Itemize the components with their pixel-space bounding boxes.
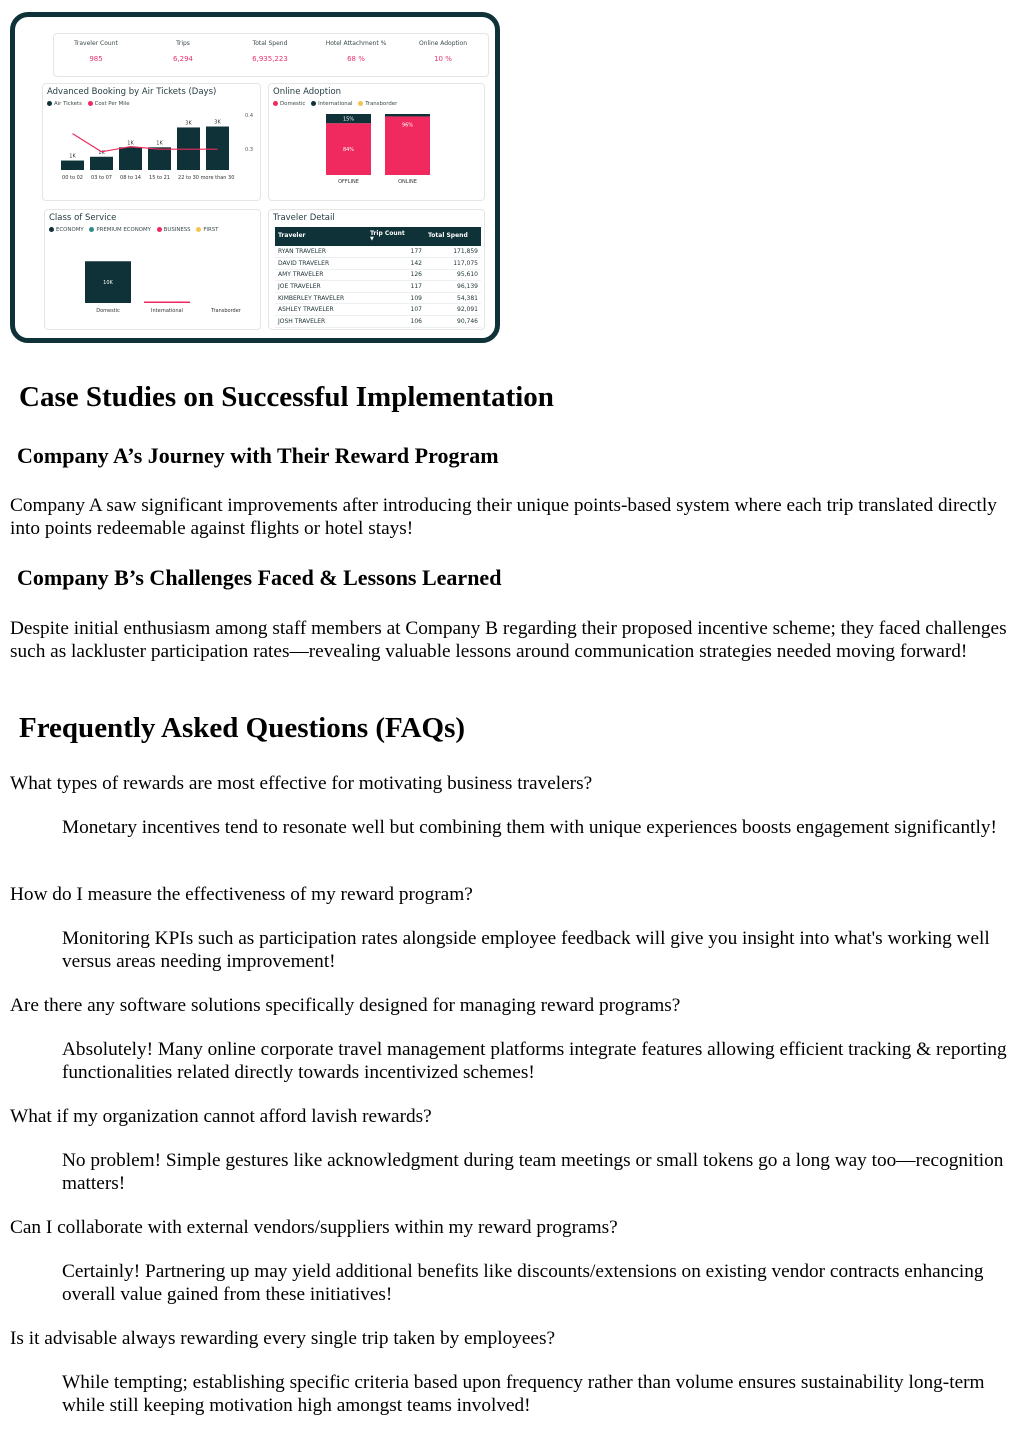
traveler-detail-panel: [268, 209, 485, 330]
legend-item: [47, 101, 82, 107]
faq-question: Is it advisable always rewarding every single trip taken by employees?: [10, 1328, 556, 1349]
x-tick-label: 15 to 21: [149, 175, 170, 181]
faq-question: Can I collaborate with external vendors/suppliers within my reward programs?: [10, 1217, 618, 1238]
bar-data-label: 3K: [185, 120, 192, 127]
cell-total-spend: 96,139: [425, 281, 481, 293]
cell-total-spend: 92,091: [425, 304, 481, 316]
cell-trip-count: 107: [367, 304, 425, 316]
air-tickets-bar: [148, 147, 171, 170]
x-tick-label: International: [151, 308, 183, 314]
booking-title: Advanced Booking by Air Tickets (Days): [47, 87, 217, 97]
legend-label: Domestic: [280, 101, 306, 107]
cell-traveler: AMY TRAVELER: [275, 269, 367, 281]
legend-dot-icon: [311, 101, 316, 106]
kpi-hotel-attachment: [316, 40, 396, 63]
kpi-label: Trips: [176, 40, 190, 47]
online-adoption-panel: [268, 83, 485, 201]
booking-panel: [42, 83, 261, 201]
table-row: [275, 316, 481, 328]
table-row: [275, 246, 481, 258]
cell-trip-count: 142: [367, 258, 425, 270]
faq-question: How do I measure the effectiveness of my reward program?: [10, 884, 473, 905]
class-of-service-panel: [44, 209, 261, 330]
legend-item: [311, 101, 352, 107]
faq-answer: While tempting; establishing specific criteria based upon frequency rather than volume ensures sustainability long-term while still keeping motivation high amongst teams involved!: [62, 1372, 985, 1416]
x-tick-label: more than 30: [200, 175, 235, 181]
segment-data-label: 96%: [401, 122, 414, 129]
column-header-label: Trip Count: [370, 230, 405, 237]
table-row: [275, 269, 481, 281]
kpi-trips: [143, 40, 223, 63]
kpi-label: Hotel Attachment %: [325, 40, 387, 47]
air-tickets-bar: [206, 127, 229, 170]
x-tick-label: ONLINE: [398, 179, 417, 185]
legend-item: [49, 227, 84, 233]
legend-dot-icon: [157, 227, 162, 232]
kpi-strip: [53, 33, 489, 77]
kpi-online-adoption: [403, 40, 483, 63]
cell-traveler: KIMBERLEY TRAVELER: [275, 292, 367, 304]
table-row: [275, 258, 481, 270]
column-header-traveler[interactable]: Traveler: [275, 227, 367, 246]
international-bar-segment: [385, 114, 430, 116]
cell-total-spend: 90,746: [425, 316, 481, 328]
kpi-traveler-count: [56, 40, 136, 63]
kpi-value: 985: [89, 55, 103, 63]
legend-item: [157, 227, 191, 233]
faq-answer: Certainly! Partnering up may yield additional benefits like discounts/extensions on existing vendor contracts enhancing overall value gained from these initiatives!: [62, 1261, 984, 1305]
service-legend: [49, 227, 222, 233]
table-row: [275, 304, 481, 316]
cell-trip-count: 177: [367, 246, 425, 258]
service-title: Class of Service: [49, 213, 117, 223]
legend-item: [358, 101, 397, 107]
legend-label: FIRST: [203, 227, 219, 233]
company-a-paragraph: Company A saw significant improvements after introducing their unique points-based system where each trip translated directly into points redeemable against flights or hotel stays!: [10, 495, 997, 539]
company-a-heading: Company A’s Journey with Their Reward Program: [17, 443, 499, 468]
booking-chart: [43, 110, 260, 200]
x-tick-label: 03 to 07: [91, 175, 112, 181]
kpi-label: Online Adoption: [418, 40, 468, 47]
booking-legend: [47, 101, 134, 107]
class-of-service-chart: [45, 236, 260, 328]
company-b-paragraph: Despite initial enthusiasm among staff members at Company B regarding their proposed incentive scheme; they faced challenges such as lackluster participation rates—revealing valuable lessons around communication strategies needed moving forward!: [10, 618, 1007, 662]
faq-answer: Absolutely! Many online corporate travel management platforms integrate features allowing efficient tracking & reporting functionalities related directly towards incentivized schemes!: [62, 1039, 1007, 1083]
legend-item: [89, 227, 151, 233]
bar-data-label: 1K: [98, 149, 105, 156]
kpi-value: 6,294: [172, 55, 194, 63]
table-row: [275, 281, 481, 293]
kpi-value: 6,935,223: [252, 55, 288, 63]
legend-item: [273, 101, 305, 107]
legend-label: Cost Per Mile: [94, 101, 130, 107]
legend-label: PREMIUM ECONOMY: [96, 227, 151, 233]
y2-tick-label: 0.3: [245, 147, 253, 153]
cell-traveler: JOE TRAVELER: [275, 281, 367, 293]
cell-total-spend: 95,610: [425, 269, 481, 281]
travel-dashboard-image: [10, 12, 500, 343]
legend-label: Transborder: [365, 101, 398, 107]
segment-data-label: 15%: [342, 116, 355, 123]
bar-data-label: 1K: [69, 153, 76, 160]
segment-data-label: 84%: [342, 147, 355, 154]
kpi-label: Traveler Count: [74, 40, 118, 47]
legend-dot-icon: [358, 101, 363, 106]
air-tickets-bar: [61, 161, 84, 170]
business-bar: [144, 302, 190, 304]
x-tick-label: Domestic: [96, 308, 120, 314]
cell-trip-count: 109: [367, 292, 425, 304]
cell-total-spend: 117,075: [425, 258, 481, 270]
cell-total-spend: 54,381: [425, 292, 481, 304]
legend-label: ECONOMY: [56, 227, 84, 233]
legend-dot-icon: [89, 227, 94, 232]
company-b-heading: Company B’s Challenges Faced & Lessons Learned: [17, 565, 502, 590]
legend-item: [196, 227, 218, 233]
faq-answer: No problem! Simple gestures like acknowledgment during team meetings or small tokens go a long way too—recognition matters!: [62, 1150, 1004, 1194]
online-legend: [273, 101, 401, 107]
cell-trip-count: 126: [367, 269, 425, 281]
column-header-trip-count[interactable]: [367, 227, 425, 246]
online-title: Online Adoption: [273, 87, 342, 97]
bar-data-label: 10K: [103, 280, 113, 287]
bar-data-label: 3K: [214, 119, 221, 126]
cell-traveler: RYAN TRAVELER: [275, 246, 367, 258]
legend-label: International: [318, 101, 353, 107]
traveler-table: [275, 227, 481, 328]
x-tick-label: 08 to 14: [120, 175, 141, 181]
x-tick-label: Transborder: [211, 308, 241, 314]
legend-dot-icon: [49, 227, 54, 232]
sort-down-icon: ▼: [370, 236, 374, 242]
cell-traveler: ASHLEY TRAVELER: [275, 304, 367, 316]
faq-heading: Frequently Asked Questions (FAQs): [19, 712, 466, 744]
faq-answer: Monitoring KPIs such as participation rates alongside employee feedback will give you insight into what's working well versus areas needing improvement!: [62, 928, 990, 972]
legend-label: Air Tickets: [54, 101, 82, 107]
kpi-label: Total Spend: [252, 40, 288, 47]
cell-total-spend: 171,859: [425, 246, 481, 258]
air-tickets-bar: [90, 157, 113, 170]
cell-traveler: JOSH TRAVELER: [275, 316, 367, 328]
cell-trip-count: 106: [367, 316, 425, 328]
faq-question: Are there any software solutions specifically designed for managing reward programs?: [10, 995, 681, 1016]
x-tick-label: OFFLINE: [338, 179, 359, 185]
cell-trip-count: 117: [367, 281, 425, 293]
legend-dot-icon: [47, 101, 52, 106]
legend-dot-icon: [88, 101, 93, 106]
table-row: [275, 292, 481, 304]
column-header-total-spend[interactable]: Total Spend: [425, 227, 481, 246]
case-studies-heading: Case Studies on Successful Implementation: [19, 381, 554, 413]
y2-tick-label: 0.4: [245, 113, 253, 119]
kpi-value: 68 %: [347, 55, 365, 63]
kpi-total-spend: [230, 40, 310, 63]
kpi-value: 10 %: [434, 55, 452, 63]
legend-dot-icon: [196, 227, 201, 232]
legend-dot-icon: [273, 101, 278, 106]
faq-question: What if my organization cannot afford lavish rewards?: [10, 1106, 432, 1127]
legend-item: [88, 101, 130, 107]
cell-traveler: DAVID TRAVELER: [275, 258, 367, 270]
legend-label: BUSINESS: [163, 227, 191, 233]
faq-answer: Monetary incentives tend to resonate well but combining them with unique experiences boosts engagement significantly!: [62, 817, 997, 838]
table-header-row: [275, 227, 481, 246]
bar-data-label: 1K: [127, 140, 134, 147]
x-tick-label: 22 to 30: [178, 175, 199, 181]
air-tickets-bar: [119, 147, 142, 170]
bar-data-label: 1K: [156, 140, 163, 147]
online-adoption-chart: [269, 110, 484, 200]
x-tick-label: 00 to 02: [62, 175, 83, 181]
faq-question: What types of rewards are most effective for motivating business travelers?: [10, 773, 593, 794]
traveler-title: Traveler Detail: [273, 213, 335, 223]
